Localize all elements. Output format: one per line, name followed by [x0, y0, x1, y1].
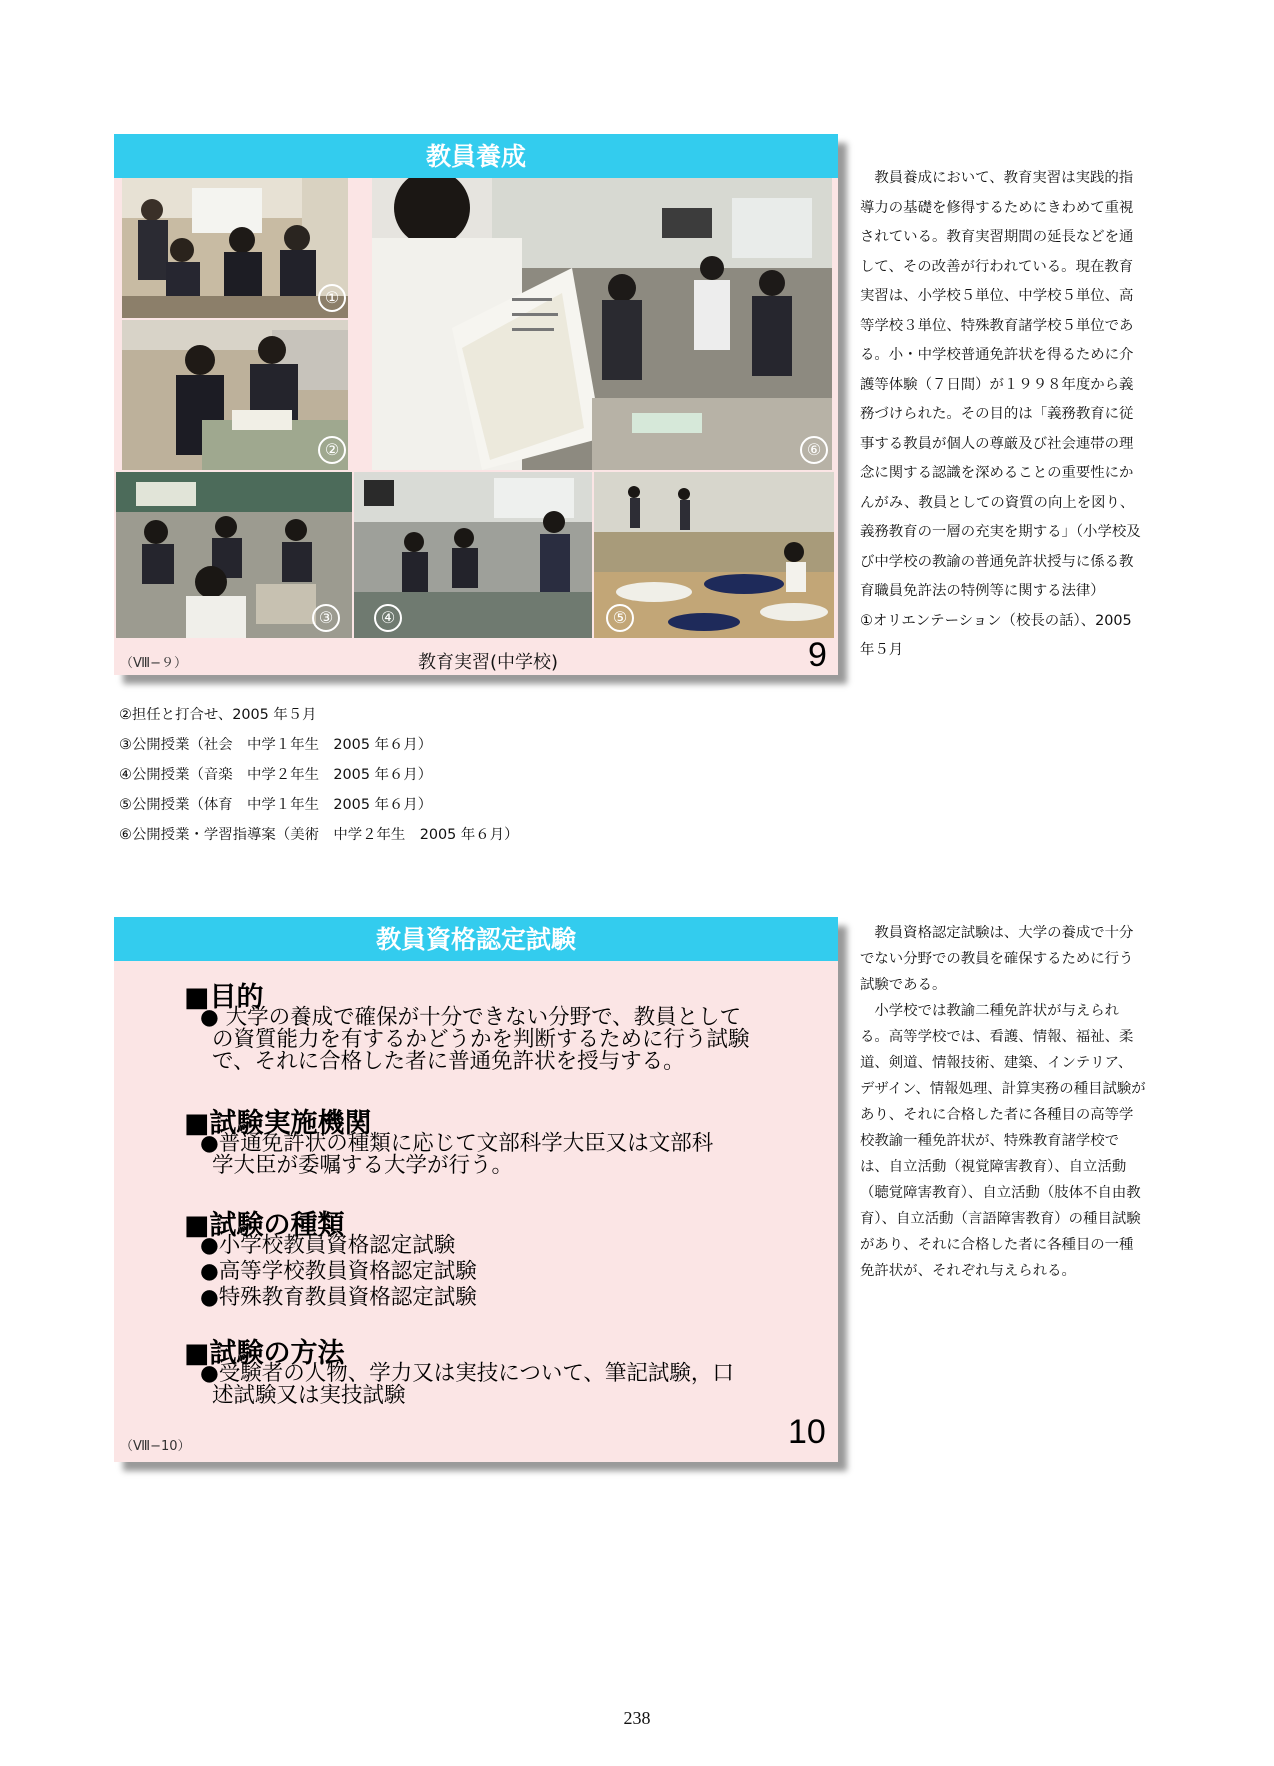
side-paragraph: 教員資格認定試験は、大学の養成で十分でない分野での教員を確保するために行う試験である。: [860, 925, 1134, 993]
section-line: で、それに合格した者に普通免許状を授与する。: [212, 1049, 685, 1074]
photo-notes-list: [119, 700, 518, 850]
photo-label: ③: [312, 604, 340, 632]
photo-note: ④公開授業（音楽 中学２年生 2005 年６月）: [119, 767, 433, 783]
section-line: ●普通免許状の種類に応じて文部科学大臣又は文部科: [200, 1131, 714, 1156]
page-number: 238: [623, 1708, 651, 1728]
section-line: ●小学校教員資格認定試験: [200, 1233, 456, 1258]
photo-label: ⑥: [800, 436, 828, 464]
section-line: 学大臣が委嘱する大学が行う。: [212, 1153, 514, 1178]
slide-number: 9: [808, 636, 827, 674]
section-line: の資質能力を有するかどうかを判断するために行う試験: [212, 1027, 750, 1052]
photo-physical-education: [594, 472, 834, 638]
photo-label: ①: [318, 284, 346, 312]
photo-lesson-plan-image: [372, 178, 832, 470]
section-line: ●特殊教育教員資格認定試験: [200, 1285, 477, 1310]
slide-reference: （Ⅷ−９）: [120, 656, 188, 671]
slide-number: 10: [788, 1413, 826, 1451]
slide-title: 教員養成: [114, 134, 838, 178]
side-paragraph: 教員養成において、教育実習は実践的指導力の基礎を修得するためにきわめて重視されている。教育実習期間の延長などを通して、その改善が行われている。現在教育実習は、小学校５単位、中学校５単位、高等学校３単位、特殊教育諸学校５単位である。小・中学校普通免許状を得るために介護等体験（７日間）が１９９８年度から義務づけられた。その目的は「義務教育に従事する教員が個人の尊厳及び社会連帯の理念に関する認識を深めることの重要性にかんがみ、教員としての資質の向上を図り、義務教育の一層の充実を期する」（小学校及び中学校の教諭の普通免許状授与に係る教育職員免許法の特例等に関する法律）: [860, 170, 1141, 599]
side-text-certification-exam: [860, 920, 1146, 1284]
photo-note-1: ①オリエンテーション（校長の話）、2005 年５月: [860, 612, 1132, 658]
photo-note: ②担任と打合せ、2005 年５月: [119, 707, 317, 723]
photo-meeting: [122, 320, 348, 470]
section-line: 述試験又は実技試験: [212, 1383, 406, 1408]
photo-orientation-image: [122, 178, 348, 318]
section-heading-purpose: ■目的: [184, 982, 264, 1013]
section-line: ●受験者の人物、学力又は実技について、筆記試験，口: [200, 1361, 734, 1386]
section-heading-organizer: ■試験実施機関: [184, 1108, 372, 1139]
photo-note: ③公開授業（社会 中学１年生 2005 年６月）: [119, 737, 433, 753]
slide-title: 教員資格認定試験: [114, 917, 838, 961]
photo-social-studies: [116, 472, 352, 638]
photo-music: [354, 472, 592, 638]
photo-label: ④: [374, 604, 402, 632]
photo-lesson-plan: [372, 178, 832, 470]
photo-label: ②: [318, 436, 346, 464]
photo-label: ⑤: [606, 604, 634, 632]
side-paragraph: 小学校では教諭二種免許状が与えられる。高等学校では、看護、情報、福祉、柔道、剣道、情報技術、建築、インテリア、デザイン、情報処理、計算実務の種目試験があり、それに合格した者に各種目の高等学校教諭一種免許状が、特殊教育諸学校では、自立活動（視覚障害教育）、自立活動（聴覚障害教育）、自立活動（肢体不自由教育）、自立活動（言語障害教育）の種目試験があり、それに合格した者に各種目の一種免許状が、それぞれ与えられる。: [860, 1003, 1146, 1279]
section-heading-method: ■試験の方法: [184, 1338, 345, 1369]
section-line: ● 大学の養成で確保が十分できない分野で、教員として: [200, 1005, 742, 1030]
photo-orientation: [122, 178, 348, 318]
section-line: ●高等学校教員資格認定試験: [200, 1259, 477, 1284]
slide-teacher-training: [114, 134, 838, 675]
photo-meeting-image: [122, 320, 348, 470]
side-text-teacher-training: [860, 164, 1146, 666]
section-heading-types: ■試験の種類: [184, 1210, 345, 1241]
slide-caption: 教育実習(中学校): [418, 652, 559, 673]
photo-note: ⑤公開授業（体育 中学１年生 2005 年６月）: [119, 797, 433, 813]
slide-certification-exam: [114, 917, 838, 1462]
slide-reference: （Ⅷ−10）: [120, 1439, 191, 1454]
photo-note: ⑥公開授業・学習指導案（美術 中学２年生 2005 年６月）: [119, 827, 519, 843]
